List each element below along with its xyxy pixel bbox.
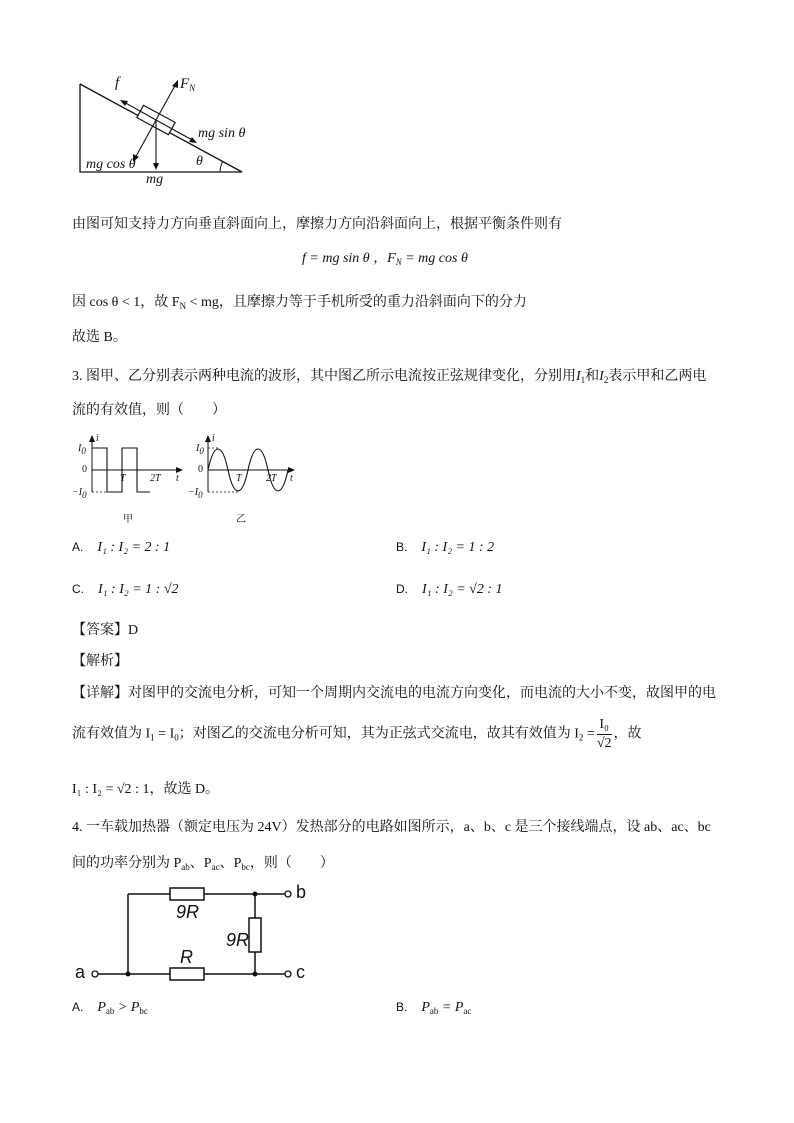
mg-label: mg bbox=[146, 172, 164, 187]
normal-force-label: $F_N$ bbox=[180, 76, 196, 93]
resistor-top-label: 9R bbox=[176, 902, 200, 922]
q3-option-c[interactable]: C. I₁ : I₂ = 1 : √2 bbox=[72, 582, 179, 597]
resistor-right-label: 9R bbox=[226, 930, 250, 950]
friction-label: f bbox=[115, 75, 120, 91]
fig-b-i-axis: i bbox=[212, 433, 215, 444]
fig-a-t: t bbox=[176, 473, 179, 484]
q3-detail-line-3: I₁ : I₂ = √2 : 1，故选 D。 bbox=[72, 782, 220, 797]
fig-a-caption: 甲 bbox=[123, 514, 133, 525]
theta-label: θ bbox=[196, 154, 203, 169]
q4-stem-line-1: 4. 一车载加热器（额定电压为 24V）发热部分的电路如图所示，a、b、c 是三个接线端点，设 ab、ac、bc bbox=[72, 820, 711, 835]
solution-line-3: 因 cos θ < 1，故 $F_N$ < mg，且摩擦力等于手机所受的重力沿斜面向下的分力 bbox=[72, 295, 527, 311]
fig-b-negI0: $-I_0$ bbox=[188, 487, 203, 500]
fig-b-2T: 2T bbox=[266, 473, 277, 484]
terminal-a-label: a bbox=[75, 962, 86, 982]
q4-stem-line-2: 间的功率分别为 $P_{ab}$、$P_{ac}$、$P_{bc}$，则（ ） bbox=[72, 856, 334, 872]
mg-sin-label: mg sin θ bbox=[198, 126, 246, 141]
solution-conclusion: 故选 B。 bbox=[72, 330, 127, 345]
q3-detail-line-1: 【详解】对图甲的交流电分析，可知一个周期内交流电的电流方向变化，而电流的大小不变，故图甲的电 bbox=[72, 684, 716, 701]
heater-circuit bbox=[74, 880, 314, 992]
equilibrium-equation: f = mg sin θ ，$F_N$ = mg cos θ bbox=[302, 251, 468, 267]
q4-option-a[interactable]: A. $P_{ab} > P_{bc}$ bbox=[72, 1000, 148, 1016]
q3-option-a[interactable]: A. I₁ : I₂ = 2 : 1 bbox=[72, 540, 171, 555]
q3-detail-line-2: 流有效值为 $I_1 = I_0$；对图乙的交流电分析可知，其为正弦式交流电，故其有效值为 $I_2$ = $\frac{\text{I₀}}{√2}$ ，故 bbox=[72, 717, 642, 751]
fig-a-i-axis: i bbox=[96, 433, 99, 444]
q3-stem-line-2: 流的有效值，则（ ） bbox=[72, 403, 226, 418]
fig-b-zero: 0 bbox=[198, 464, 203, 475]
fig-a-2T: 2T bbox=[150, 473, 161, 484]
fig-a-zero: 0 bbox=[82, 464, 87, 475]
fig-b-I0: $I_0$ bbox=[196, 443, 204, 456]
fig-b-caption: 乙 bbox=[236, 514, 246, 525]
fig-b-T: T bbox=[236, 473, 242, 484]
terminal-b-label: b bbox=[296, 882, 307, 902]
mg-cos-label: mg cos θ bbox=[86, 157, 136, 172]
fig-a-T: T bbox=[120, 473, 126, 484]
q3-option-b[interactable]: B. I₁ : I₂ = 1 : 2 bbox=[396, 540, 495, 555]
q3-option-d[interactable]: D. I₁ : I₂ = √2 : 1 bbox=[396, 582, 503, 597]
resistor-bottom-label: R bbox=[180, 947, 193, 967]
q3-analysis-tag: 【解析】 bbox=[72, 652, 128, 668]
q3-stem-line-1: 3. 图甲、乙分别表示两种电流的波形，其中图乙所示电流按正弦规律变化，分别用$I_1$和$I_2$表示甲和乙两电 bbox=[72, 369, 707, 385]
fig-a-negI0: $-I_0$ bbox=[72, 487, 87, 500]
fig-b-t: t bbox=[290, 473, 293, 484]
q3-answer: 【答案】D bbox=[72, 621, 139, 638]
solution-line-1: 由图可知支持力方向垂直斜面向上，摩擦力方向沿斜面向上，根据平衡条件则有 bbox=[72, 217, 562, 232]
q4-option-b[interactable]: B. $P_{ab} = P_{ac}$ bbox=[396, 1000, 472, 1016]
effective-value-fraction: $\frac{\text{I₀}}{√2}$ bbox=[596, 717, 612, 751]
terminal-c-label: c bbox=[296, 962, 305, 982]
fig-a-I0: $I_0$ bbox=[78, 443, 86, 456]
